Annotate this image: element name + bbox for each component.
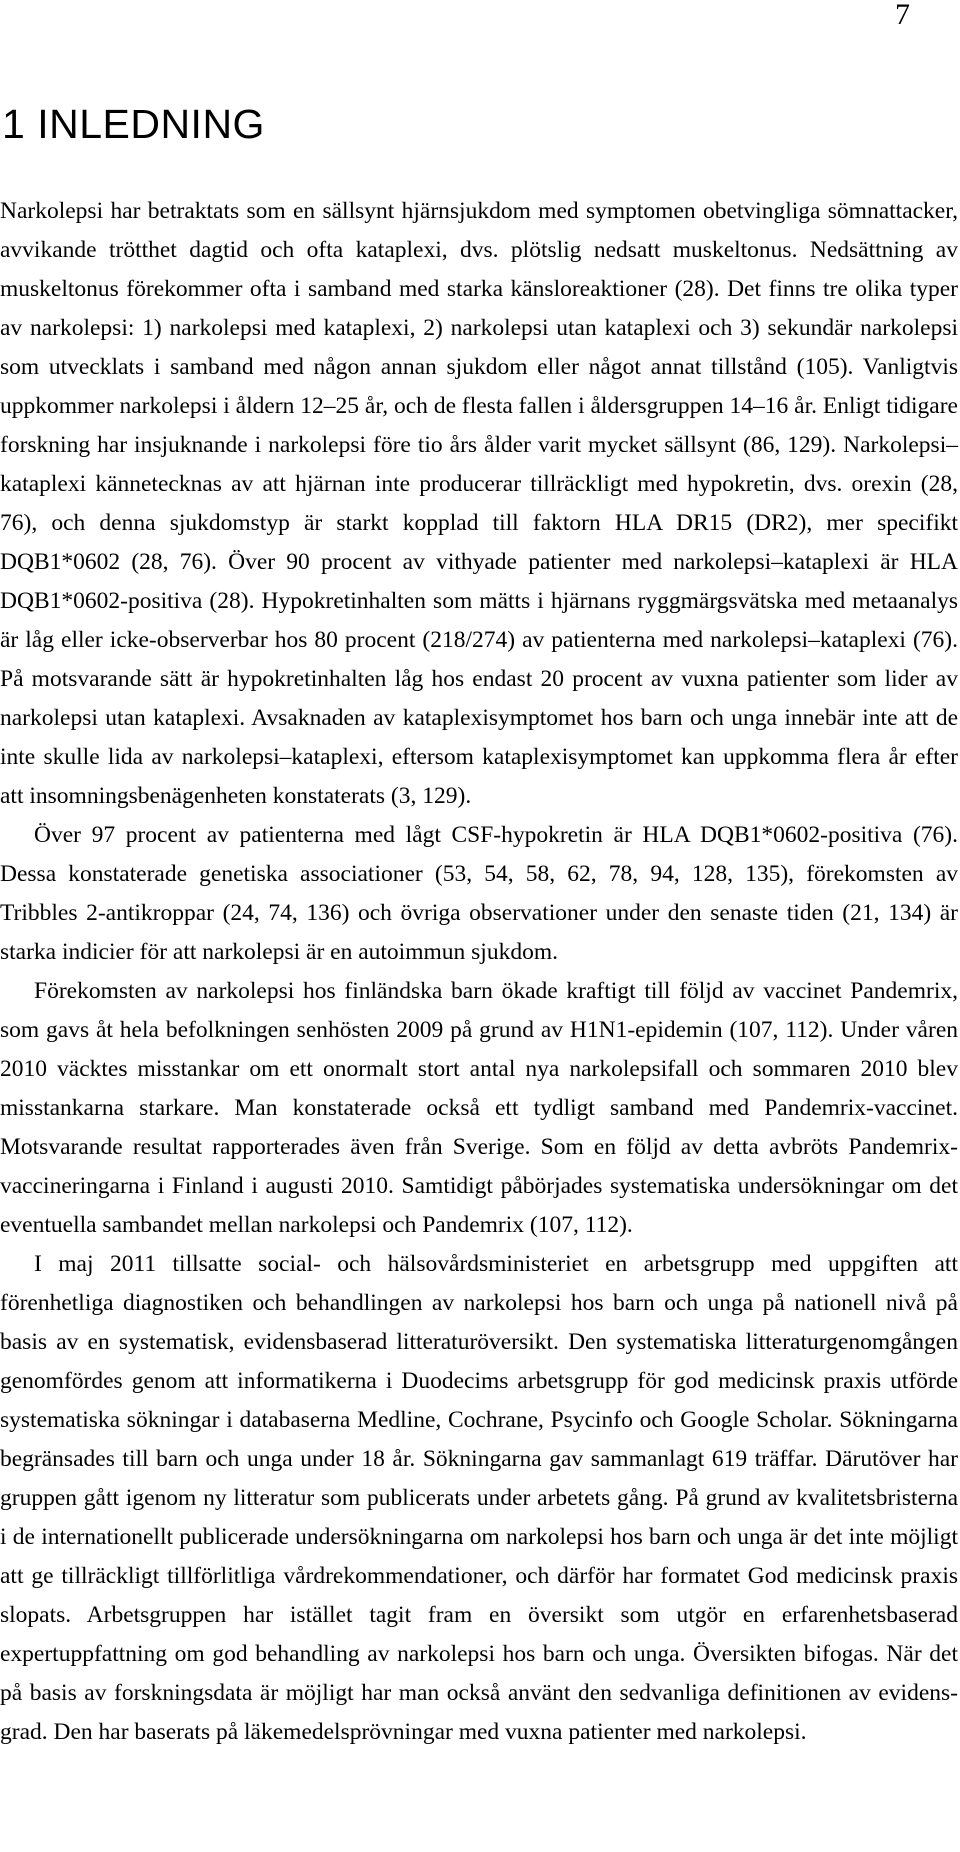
- page-number: 7: [895, 0, 910, 31]
- paragraph-pandemrix: Förekomsten av narkolepsi hos finländska barn ökade kraftigt till följd av vaccinet Pandemrix, som gavs åt hela befolkningen senhösten 2009 på grund av H1N1-epidemin (107, 112). Under våren 2010 väcktes misstankar om ett onormalt stort antal nya narkolepsifall och sommaren 2010 blev misstankarna starkare. Man konstaterade också ett tydligt samband med Pandemrix-vaccinet. Motsvarande resultat rapporterades även från Sverige. Som en följd av detta avbröts Pandemrix-vaccineringarna i Finland i augusti 2010. Samtidigt påbörjades systematiska undersökningar om det eventuella sambandet mellan narkolepsi och Pandemrix (107, 112).: [0, 978, 958, 1238]
- chapter-heading: 1 INLEDNING: [2, 101, 265, 147]
- paragraph-genetics: Över 97 procent av patienterna med lågt CSF-hypokretin är HLA DQB1*0602-positiva (76). Dessa konstaterade genetiska associationer (53, 54, 58, 62, 78, 94, 128, 135), förekomsten av Tribbles 2-antikroppar (24, 74, 136) och övriga observationer under den senaste tiden (21, 134) är starka indicier för att narkolepsi är en autoimmun sjukdom.: [0, 822, 958, 965]
- paragraph-intro: Narkolepsi har betraktats som en sällsynt hjärnsjukdom med symptomen obetvingliga sömnattacker, avvikande trötthet dagtid och ofta kataplexi, dvs. plötslig nedsatt muskeltonus. Nedsättning av muskeltonus förekommer ofta i samband med starka känsloreaktioner (28). Det finns tre olika typer av narkolepsi: 1) narkolepsi med kataplexi, 2) narkolepsi utan kataplexi och 3) sekundär narkolepsi som utvecklats i samband med någon annan sjukdom eller något annat tillstånd (105). Vanligtvis uppkommer narkolepsi i åldern 12–25 år, och de flesta fallen i åldersgruppen 14–16 år. Enligt tidigare forskning har insjuknande i narkolepsi före tio års ålder varit mycket sällsynt (86, 129). Narkolepsi–kataplexi kännetecknas av att hjärnan inte producerar tillräckligt med hypokretin, dvs. orexin (28, 76), och denna sjukdomstyp är starkt kopplad till faktorn HLA DR15 (DR2), mer specifikt DQB1*0602 (28, 76). Över 90 procent av vithyade patienter med narkolepsi–kataplexi är HLA DQB1*0602-positiva (28). Hypokretinhalten som mätts i hjärnans ryggmärgsvätska med metaanalys är låg eller icke-observerbar hos 80 procent (218/274) av patienterna med narkolepsi–kataplexi (76). På motsvarande sätt är hypokretinhalten låg hos endast 20 procent av vuxna patienter som lider av narkolepsi utan kataplexi. Avsaknaden av kataplexisymptomet hos barn och unga innebär inte att de inte skulle lida av narkolepsi–kataplexi, eftersom kataplexisymptomet kan uppkomma flera år efter att insomningsbenägenheten konstaterats (3, 129).: [0, 198, 958, 809]
- body-text: [0, 192, 958, 1752]
- paragraph-working-group: I maj 2011 tillsatte social- och hälsovårdsministeriet en arbetsgrupp med uppgiften att förenhetliga diagnostiken och behandlingen av narkolepsi hos barn och unga på nationell nivå på basis av en systematisk, evidensbaserad litteraturöversikt. Den systematiska litteraturgenomgången genomfördes genom att informatikerna i Duodecims arbetsgrupp för god medicinsk praxis utförde systematiska sökningar i databaserna Medline, Cochrane, Psycinfo och Google Scholar. Sökningarna begränsades till barn och unga under 18 år. Sökningarna gav sammanlagt 619 träffar. Därutöver har gruppen gått igenom ny litteratur som publicerats under arbetets gång. På grund av kvalitetsbristerna i de internationellt publicerade undersökningarna om narkolepsi hos barn och unga är det inte möjligt att ge tillräckligt tillförlitliga vårdrekommendationer, och därför har formatet God medicinsk praxis slopats. Arbetsgruppen har istället tagit fram en översikt som utgör en erfarenhetsbaserad expertuppfattning om god behandling av narkolepsi hos barn och unga. Översikten bifogas. När det på basis av forskningsdata är möjligt har man också använt den sedvanliga definitionen av evidensgrad. Den har baserats på läkemedelsprövningar med vuxna patienter med narkolepsi.: [0, 1251, 958, 1745]
